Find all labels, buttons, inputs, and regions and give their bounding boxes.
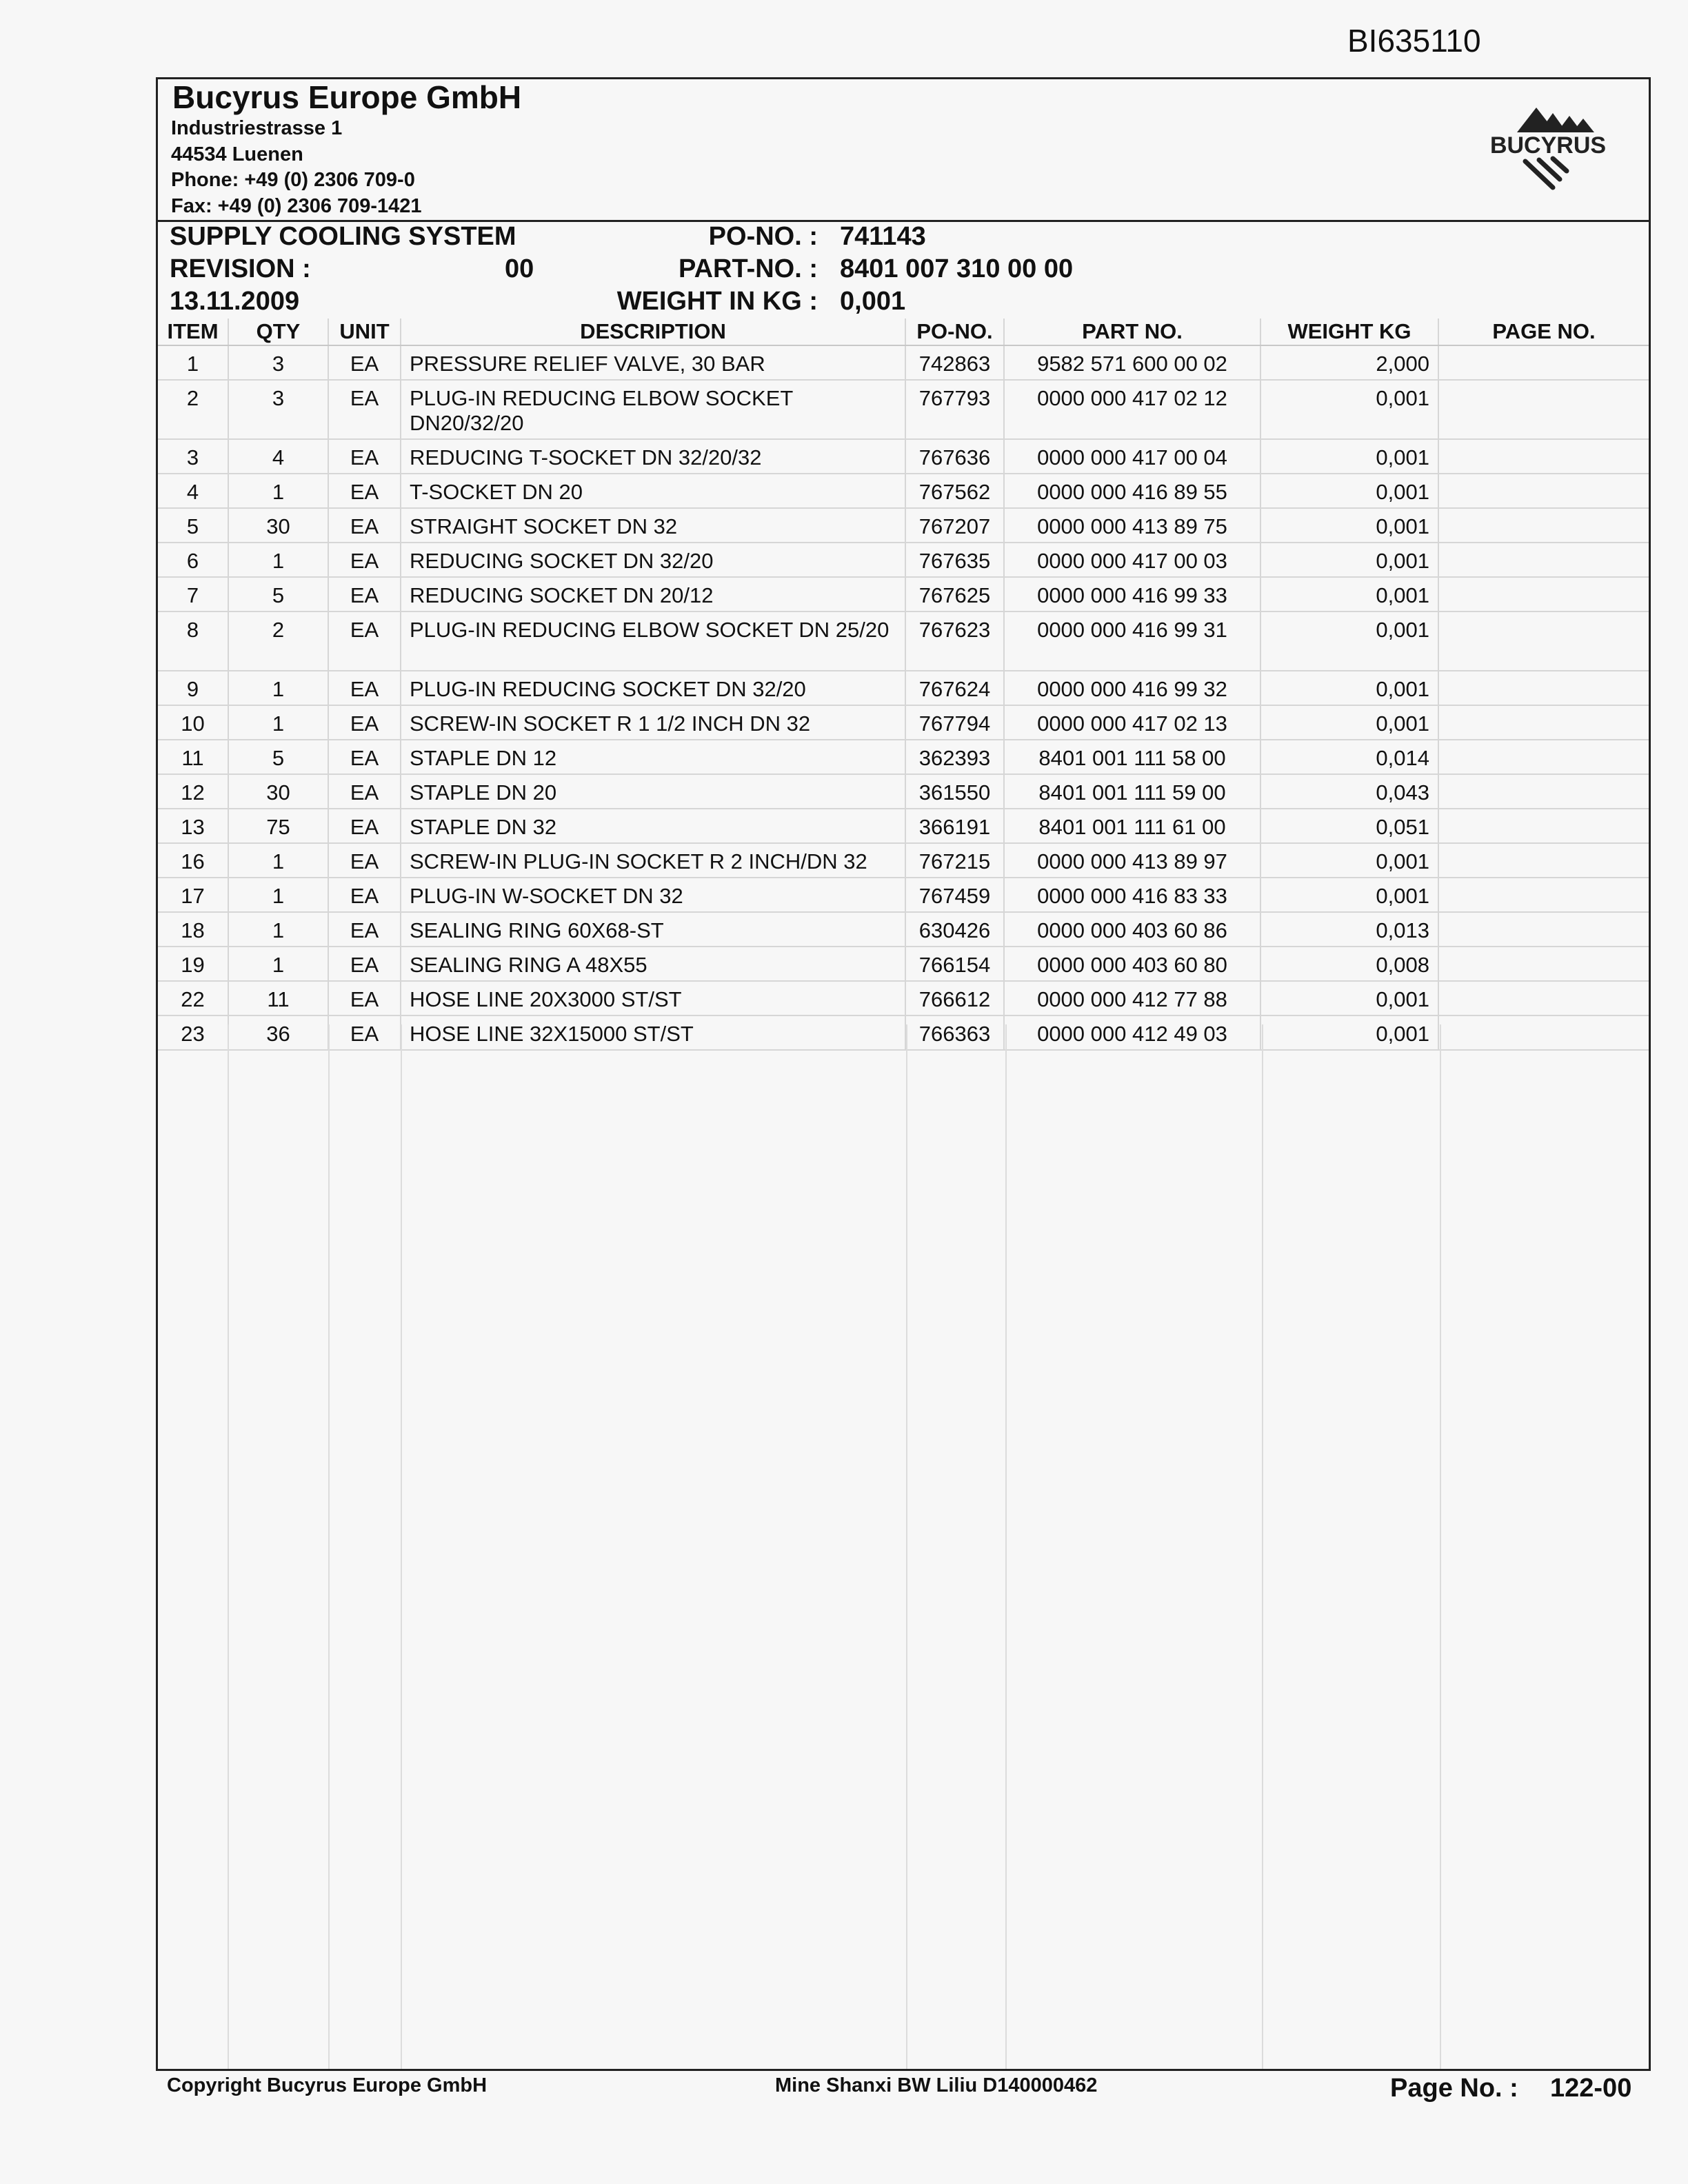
cell-unit: EA: [328, 577, 401, 611]
cell-page-no: [1438, 705, 1649, 740]
cell-po-no: 767794: [905, 705, 1004, 740]
cell-item: 3: [158, 439, 228, 474]
cell-unit: EA: [328, 508, 401, 543]
cell-part-no: 0000 000 417 02 13: [1004, 705, 1260, 740]
page-number-label: Page No. :: [1390, 2074, 1518, 2103]
cell-part-no: 0000 000 412 49 03: [1004, 1015, 1260, 1050]
cell-page-no: [1438, 611, 1649, 671]
cell-part-no: 0000 000 417 00 04: [1004, 439, 1260, 474]
cell-unit: EA: [328, 912, 401, 947]
cell-page-no: [1438, 577, 1649, 611]
company-name: Bucyrus Europe GmbH: [172, 79, 522, 115]
cell-qty: 5: [228, 577, 328, 611]
cell-unit: EA: [328, 740, 401, 774]
table-row: [158, 380, 1649, 439]
column-guide: [401, 1024, 402, 2069]
cell-part-no: 0000 000 417 00 03: [1004, 543, 1260, 577]
cell-unit: EA: [328, 543, 401, 577]
cell-description: PLUG-IN REDUCING SOCKET DN 32/20: [401, 671, 905, 705]
cell-qty: 75: [228, 809, 328, 843]
cell-item: 8: [158, 611, 228, 671]
cell-item: 9: [158, 671, 228, 705]
table-row: [158, 671, 1649, 705]
cell-unit: EA: [328, 671, 401, 705]
cell-qty: 1: [228, 474, 328, 508]
table-row: [158, 740, 1649, 774]
cell-item: 22: [158, 981, 228, 1015]
cell-description: STAPLE DN 20: [401, 774, 905, 809]
cell-po-no: 767215: [905, 843, 1004, 878]
cell-item: 4: [158, 474, 228, 508]
cell-part-no: 0000 000 416 99 33: [1004, 577, 1260, 611]
cell-po-no: 767793: [905, 380, 1004, 439]
cell-po-no: 767624: [905, 671, 1004, 705]
table-row: [158, 439, 1649, 474]
column-guide: [328, 1024, 330, 2069]
table-row: [158, 1015, 1649, 1050]
cell-qty: 3: [228, 345, 328, 380]
copyright-text: Copyright Bucyrus Europe GmbH: [167, 2074, 488, 2096]
po-label: PO-NO. :: [708, 222, 818, 251]
cell-unit: EA: [328, 774, 401, 809]
cell-po-no: 767635: [905, 543, 1004, 577]
cell-weight: 0,001: [1260, 705, 1438, 740]
cell-description: HOSE LINE 20X3000 ST/ST: [401, 981, 905, 1015]
cell-description: SCREW-IN SOCKET R 1 1/2 INCH DN 32: [401, 705, 905, 740]
cell-po-no: 767562: [905, 474, 1004, 508]
cell-qty: 1: [228, 878, 328, 912]
cell-page-no: [1438, 345, 1649, 380]
cell-page-no: [1438, 947, 1649, 981]
cell-description: REDUCING SOCKET DN 32/20: [401, 543, 905, 577]
table-row: [158, 774, 1649, 809]
company-fax: Fax: +49 (0) 2306 709-1421: [171, 194, 422, 217]
table-row: [158, 878, 1649, 912]
cell-unit: EA: [328, 380, 401, 439]
cell-po-no: 766363: [905, 1015, 1004, 1050]
cell-qty: 1: [228, 543, 328, 577]
cell-part-no: 0000 000 416 99 32: [1004, 671, 1260, 705]
cell-weight: 0,043: [1260, 774, 1438, 809]
cell-item: 6: [158, 543, 228, 577]
column-guide: [906, 1024, 907, 2069]
cell-part-no: 0000 000 413 89 97: [1004, 843, 1260, 878]
cell-page-no: [1438, 474, 1649, 508]
table-row: [158, 947, 1649, 981]
cell-description: PRESSURE RELIEF VALVE, 30 BAR: [401, 345, 905, 380]
cell-part-no: 0000 000 413 89 75: [1004, 508, 1260, 543]
cell-qty: 1: [228, 843, 328, 878]
cell-part-no: 0000 000 403 60 80: [1004, 947, 1260, 981]
weight-value: 0,001: [840, 287, 906, 316]
company-phone: Phone: +49 (0) 2306 709-0: [171, 169, 415, 191]
cell-po-no: 742863: [905, 345, 1004, 380]
cell-item: 7: [158, 577, 228, 611]
cell-unit: EA: [328, 809, 401, 843]
column-guide: [228, 1024, 229, 2069]
cell-page-no: [1438, 740, 1649, 774]
col-header-weight: WEIGHT KG: [1260, 318, 1438, 345]
cell-description: SCREW-IN PLUG-IN SOCKET R 2 INCH/DN 32: [401, 843, 905, 878]
cell-qty: 1: [228, 947, 328, 981]
cell-po-no: 766612: [905, 981, 1004, 1015]
cell-description: REDUCING T-SOCKET DN 32/20/32: [401, 439, 905, 474]
column-guide: [1440, 1024, 1441, 2069]
revision-value: 00: [505, 254, 534, 283]
cell-po-no: 366191: [905, 809, 1004, 843]
cell-page-no: [1438, 1015, 1649, 1050]
logo-text: BUCYRUS: [1489, 132, 1607, 159]
document-date: 13.11.2009: [170, 287, 300, 316]
cell-qty: 11: [228, 981, 328, 1015]
cell-part-no: 0000 000 417 02 12: [1004, 380, 1260, 439]
cell-qty: 2: [228, 611, 328, 671]
table-row: [158, 508, 1649, 543]
cell-weight: 2,000: [1260, 345, 1438, 380]
cell-unit: EA: [328, 843, 401, 878]
cell-qty: 1: [228, 671, 328, 705]
cell-description: PLUG-IN REDUCING ELBOW SOCKET DN 25/20: [401, 611, 905, 671]
cell-page-no: [1438, 809, 1649, 843]
cell-description: STRAIGHT SOCKET DN 32: [401, 508, 905, 543]
cell-weight: 0,001: [1260, 671, 1438, 705]
cell-po-no: 767459: [905, 878, 1004, 912]
cell-unit: EA: [328, 705, 401, 740]
cell-item: 2: [158, 380, 228, 439]
revision-label: REVISION :: [170, 254, 311, 283]
cell-item: 17: [158, 878, 228, 912]
table-row: [158, 912, 1649, 947]
cell-description: REDUCING SOCKET DN 20/12: [401, 577, 905, 611]
cell-unit: EA: [328, 947, 401, 981]
col-header-page-no: PAGE NO.: [1438, 318, 1649, 345]
cell-item: 1: [158, 345, 228, 380]
cell-qty: 36: [228, 1015, 328, 1050]
cell-page-no: [1438, 878, 1649, 912]
mine-reference: Mine Shanxi BW Liliu D140000462: [775, 2074, 1098, 2096]
cell-weight: 0,001: [1260, 543, 1438, 577]
cell-weight: 0,001: [1260, 1015, 1438, 1050]
cell-page-no: [1438, 981, 1649, 1015]
cell-po-no: 767636: [905, 439, 1004, 474]
cell-description: T-SOCKET DN 20: [401, 474, 905, 508]
bucyrus-logo: [1476, 103, 1620, 193]
cell-qty: 1: [228, 705, 328, 740]
cell-item: 12: [158, 774, 228, 809]
cell-qty: 30: [228, 508, 328, 543]
page-number-value: 122-00: [1550, 2074, 1632, 2103]
cell-page-no: [1438, 774, 1649, 809]
company-block: [171, 79, 521, 219]
table-row: [158, 474, 1649, 508]
cell-po-no: 767625: [905, 577, 1004, 611]
cell-weight: 0,001: [1260, 843, 1438, 878]
cell-item: 18: [158, 912, 228, 947]
col-header-qty: QTY: [228, 318, 328, 345]
cell-description: STAPLE DN 12: [401, 740, 905, 774]
cell-unit: EA: [328, 439, 401, 474]
cell-item: 11: [158, 740, 228, 774]
column-guide: [1262, 1024, 1263, 2069]
cell-weight: 0,001: [1260, 508, 1438, 543]
table-header-row: [158, 318, 1649, 345]
table-row: [158, 705, 1649, 740]
cell-weight: 0,014: [1260, 740, 1438, 774]
col-header-item: ITEM: [158, 318, 228, 345]
cell-weight: 0,001: [1260, 981, 1438, 1015]
table-row: [158, 577, 1649, 611]
cell-description: PLUG-IN W-SOCKET DN 32: [401, 878, 905, 912]
cell-item: 19: [158, 947, 228, 981]
cell-unit: EA: [328, 981, 401, 1015]
cell-unit: EA: [328, 345, 401, 380]
document-id: BI635110: [1347, 23, 1481, 59]
assembly-title: SUPPLY COOLING SYSTEM: [170, 222, 516, 251]
cell-weight: 0,001: [1260, 611, 1438, 671]
company-street: Industriestrasse 1: [171, 117, 343, 139]
cell-po-no: 767207: [905, 508, 1004, 543]
cell-page-no: [1438, 912, 1649, 947]
cell-page-no: [1438, 671, 1649, 705]
cell-unit: EA: [328, 474, 401, 508]
cell-part-no: 0000 000 416 99 31: [1004, 611, 1260, 671]
cell-unit: EA: [328, 878, 401, 912]
cell-weight: 0,008: [1260, 947, 1438, 981]
cell-qty: 3: [228, 380, 328, 439]
weight-label: WEIGHT IN KG :: [616, 287, 818, 316]
cell-part-no: 0000 000 412 77 88: [1004, 981, 1260, 1015]
cell-description: HOSE LINE 32X15000 ST/ST: [401, 1015, 905, 1050]
cell-weight: 0,001: [1260, 577, 1438, 611]
cell-unit: EA: [328, 611, 401, 671]
cell-description: PLUG-IN REDUCING ELBOW SOCKET DN20/32/20: [401, 380, 905, 439]
cell-description: SEALING RING A 48X55: [401, 947, 905, 981]
parts-table: [158, 318, 1649, 1051]
col-header-description: DESCRIPTION: [401, 318, 905, 345]
cell-qty: 30: [228, 774, 328, 809]
cell-part-no: 8401 001 111 61 00: [1004, 809, 1260, 843]
table-row: [158, 809, 1649, 843]
cell-qty: 4: [228, 439, 328, 474]
table-row: [158, 981, 1649, 1015]
part-label: PART-NO. :: [679, 254, 818, 283]
cell-page-no: [1438, 843, 1649, 878]
cell-po-no: 766154: [905, 947, 1004, 981]
cell-po-no: 361550: [905, 774, 1004, 809]
col-header-unit: UNIT: [328, 318, 401, 345]
cell-part-no: 9582 571 600 00 02: [1004, 345, 1260, 380]
cell-part-no: 0000 000 403 60 86: [1004, 912, 1260, 947]
cell-part-no: 8401 001 111 59 00: [1004, 774, 1260, 809]
cell-qty: 5: [228, 740, 328, 774]
cell-description: STAPLE DN 32: [401, 809, 905, 843]
cell-part-no: 0000 000 416 83 33: [1004, 878, 1260, 912]
cell-page-no: [1438, 380, 1649, 439]
cell-weight: 0,051: [1260, 809, 1438, 843]
table-body: [158, 345, 1649, 1050]
cell-item: 16: [158, 843, 228, 878]
table-row: [158, 843, 1649, 878]
cell-weight: 0,013: [1260, 912, 1438, 947]
cell-item: 13: [158, 809, 228, 843]
cell-po-no: 767623: [905, 611, 1004, 671]
cell-weight: 0,001: [1260, 380, 1438, 439]
cell-weight: 0,001: [1260, 474, 1438, 508]
column-guide: [1005, 1024, 1007, 2069]
cell-weight: 0,001: [1260, 439, 1438, 474]
cell-part-no: 0000 000 416 89 55: [1004, 474, 1260, 508]
po-value: 741143: [840, 222, 926, 251]
table-row: [158, 345, 1649, 380]
cell-page-no: [1438, 439, 1649, 474]
table-row: [158, 543, 1649, 577]
cell-item: 23: [158, 1015, 228, 1050]
cell-po-no: 630426: [905, 912, 1004, 947]
table-row: [158, 611, 1649, 671]
cell-page-no: [1438, 508, 1649, 543]
cell-weight: 0,001: [1260, 878, 1438, 912]
col-header-po-no: PO-NO.: [905, 318, 1004, 345]
cell-po-no: 362393: [905, 740, 1004, 774]
cell-description: SEALING RING 60X68-ST: [401, 912, 905, 947]
cell-item: 5: [158, 508, 228, 543]
cell-page-no: [1438, 543, 1649, 577]
cell-unit: EA: [328, 1015, 401, 1050]
col-header-part-no: PART NO.: [1004, 318, 1260, 345]
cell-item: 10: [158, 705, 228, 740]
company-city: 44534 Luenen: [171, 143, 303, 165]
part-value: 8401 007 310 00 00: [840, 254, 1074, 283]
cell-part-no: 8401 001 111 58 00: [1004, 740, 1260, 774]
cell-qty: 1: [228, 912, 328, 947]
